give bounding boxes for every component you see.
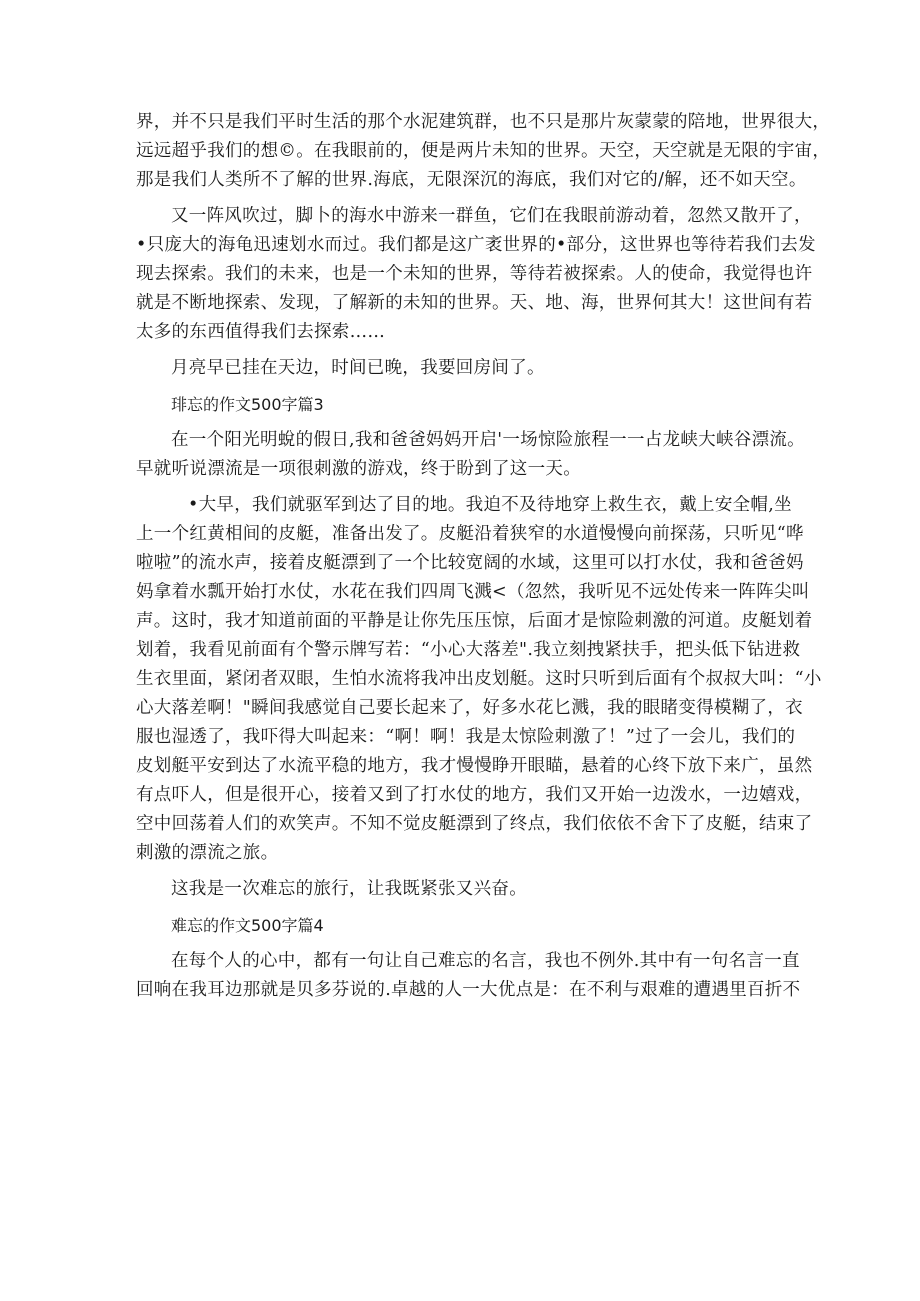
- text-line: 刺激的漂流之旅。: [136, 843, 279, 863]
- text-line: 太多的东西值得我们去探索……: [136, 322, 386, 342]
- text-line: •只庞大的海龟迅速划水而过。我们都是这广袤世界的•部分，这世界也等待若我们去发: [136, 235, 816, 255]
- paragraph-wind: [136, 202, 816, 347]
- text-line: 月亮早已挂在天边，时间已晚，我要回房间了。: [171, 358, 545, 378]
- text-line: 那是我们人类所不了解的世界.海底，无限深沉的海底，我们对它的/解，还不如天空。: [136, 170, 807, 190]
- paragraph-world: [136, 108, 831, 195]
- paragraph-rafting-intro: [136, 426, 805, 484]
- text-line: 在一个阳光明蛻的假日,我和爸爸妈妈开启'一场惊险旅程一一占龙峡大峡谷漂流。: [171, 430, 805, 450]
- text-line: 又一阵风吹过，脚卜的海水中游来一群鱼，它们在我眼前游动着，忽然又散开了，: [171, 206, 812, 226]
- paragraph-rafting-story: [136, 491, 822, 868]
- text-line: 现去探索。我们的未来，也是一个未知的世界，等待若被探索。人的使命，我觉得也许: [136, 264, 813, 284]
- text-line: 远远超乎我们的想©。在我眼前的，便是两片未知的世界。天空，天空就是无限的宇宙，: [136, 141, 831, 161]
- document-page: [136, 108, 831, 1005]
- text-line: 皮划艇平安到达了水流平稳的地方，我才慢慢睁开眼瞄，悬着的心终下放下来广，虽然: [136, 756, 813, 776]
- text-line: 回响在我耳边那就是贝多芬说的.卓越的人一大优点是：在不利与艰难的遭遇里百折不: [136, 980, 801, 1000]
- text-line: 声。这时，我才知道前面的平静是让你先压压惊，后面才是惊险刺激的河道。皮艇划着: [136, 611, 813, 631]
- text-line: 在每个人的心中，都有一句让自己难忘的名言，我也不例外.其中有一句名言一直: [171, 951, 800, 971]
- text-line: 这我是一次难忘的旅行，让我既紧张又兴奋。: [171, 879, 527, 899]
- text-line: 啦啦”的流水声，接着皮艇漂到了一个比较宽阔的水域，这里可以打水仗，我和爸爸妈: [136, 553, 804, 573]
- text-line: 心大落差啊！"瞬间我感觉自己要长起来了，好多水花匕溅，我的眼睹变得模糊了，衣: [136, 698, 803, 718]
- text-line: 服也湿透了，我吓得大叫起来：“啊！啊！我是太惊险刺激了！”过了一会儿，我们的: [136, 727, 796, 747]
- paragraph-moon: [136, 354, 778, 383]
- text-line: 有点吓人，但是很开心，接着又到了打水仗的地方，我们又开始一边泼水，一边嬉戏，: [136, 785, 813, 805]
- section-heading: 琲忘的作文500字篇3: [171, 395, 324, 414]
- paragraph-rafting-end: [136, 875, 778, 904]
- text-line: 早就听说漂流是一项很刺激的游戏，终于盼到了这一天。: [136, 459, 581, 479]
- text-line: 上一个红黄相间的皮艇，准备出发了。皮艇沿着狭窄的水道慢慢向前探荡，只听见“哗: [136, 524, 804, 544]
- paragraph-quote: [136, 947, 801, 1005]
- text-line: 生衣里面，紧闭者双眼，生怕水流将我冲出皮划艇。这时只听到后面有个叔叔大叫：“小: [136, 669, 822, 689]
- text-line: 就是不断地探索、发现，了解新的未知的世界。天、地、海，世界何其大！这世间有若: [136, 293, 813, 313]
- text-line: 空中回荡着人们的欢笑声。不知不觉皮艇漂到了终点，我们依依不舍下了皮艇，结束了: [136, 814, 813, 834]
- text-line: 划着，我看见前面有个警示牌写若：“小心大落差".我立刻拽紧扶手，把头低下钻进救: [136, 640, 801, 660]
- text-line: 界，并不只是我们平时生活的那个水泥建筑群，也不只是那片灰蒙蒙的陪地，世界很大，: [136, 112, 831, 132]
- text-line: 妈拿着水瓢开始打水仗，水花在我们四周飞溅<（忽然，我听见不远处传来一阵阵尖叫: [136, 582, 810, 602]
- text-line: •大早，我们就驱军到达了目的地。我迫不及待地穿上救生衣，戴上安全帽,坐: [188, 495, 792, 515]
- section-heading: 难忘的作文500字篇4: [171, 916, 324, 935]
